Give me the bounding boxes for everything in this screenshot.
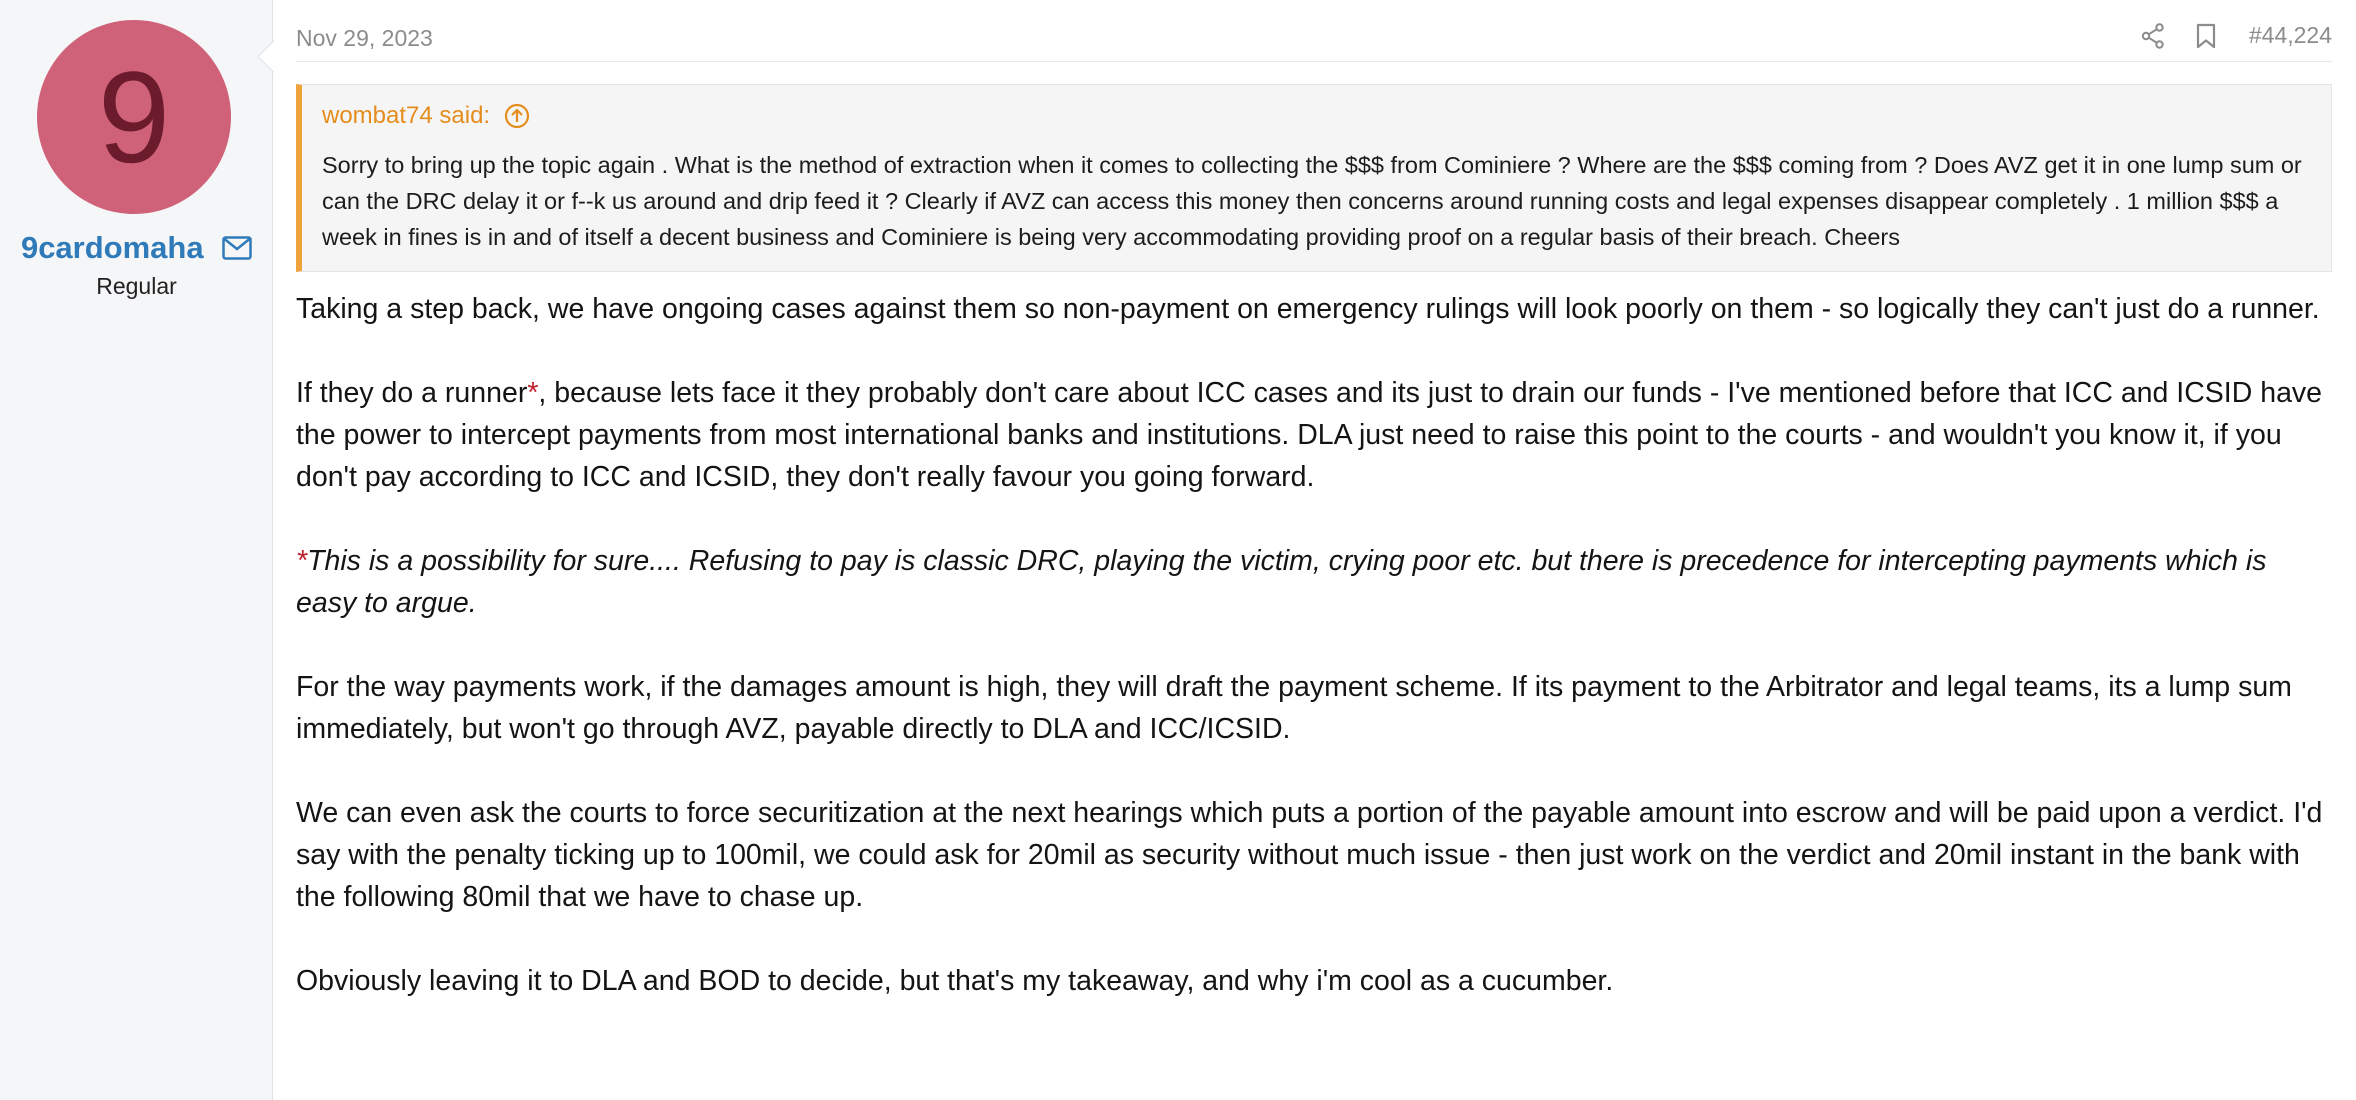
quote-attribution[interactable]: [322, 99, 2311, 133]
avatar[interactable]: [37, 20, 231, 214]
post-main: [296, 0, 2332, 1044]
username-link[interactable]: 9cardomaha: [20, 230, 204, 265]
asterisk: *: [296, 545, 308, 577]
footnote-text: This is a possibility for sure.... Refusing to pay is classic DRC, playing the victim, crying poor etc. but there is precedence for intercepting payments which is easy to argue.: [296, 545, 2267, 619]
user-sidebar: [0, 0, 273, 1100]
paragraph: We can even ask the courts to force securitization at the next hearings which puts a portion of the payable amount into escrow and will be paid upon a verdict. I'd say with the penalty ticking up to 100mil, we could ask for 20mil as security without much issue - then just work on the verdict and 20mil instant in the bank with the following 80mil that we have to chase up.: [296, 797, 2323, 913]
footnote-paragraph: [296, 540, 2332, 624]
user-title: Regular: [96, 273, 177, 299]
mail-icon[interactable]: [222, 236, 252, 260]
paragraph: Obviously leaving it to DLA and BOD to decide, but that's my takeaway, and why i'm cool as a cucumber.: [296, 965, 1614, 997]
paragraph-text: , because lets face it they probably don't care about ICC cases and its just to drain our funds - I've mentioned before that ICC and ICSID have the power to intercept payments from most international banks and institutions. DLA just need to raise this point to the courts - and wouldn't you know it, if you don't pay according to ICC and ICSID, they don't really favour you going forward.: [296, 377, 2323, 493]
post-number-link[interactable]: #44,224: [2248, 22, 2332, 48]
bookmark-icon[interactable]: [2195, 23, 2217, 49]
avatar-letter: 9: [97, 44, 171, 190]
quote-block: [296, 84, 2332, 272]
arrow-up-circle-icon[interactable]: [504, 103, 530, 129]
post-date[interactable]: Nov 29, 2023: [296, 25, 433, 51]
asterisk: *: [527, 377, 539, 409]
paragraph: Taking a step back, we have ongoing cases against them so non-payment on emergency rulings will look poorly on them - so logically they can't just do a runner.: [296, 293, 2320, 325]
post-header: [296, 0, 2332, 62]
share-icon[interactable]: [2141, 23, 2165, 49]
post-actions: [2141, 22, 2332, 49]
quote-text: Sorry to bring up the topic again . What is the method of extraction when it comes to collecting the $$$ from Cominiere ? Where are the $$$ coming from ? Does AVZ get it in one lump sum or can the DRC delay it or f--k us around and drip feed it ? Clearly if AVZ can access this money then concerns around running costs and legal expenses disappear completely . 1 million $$$ a week in fines is in and of itself a decent business and Cominiere is being very accommodating providing proof on a regular basis of their breach. Cheers: [322, 152, 2302, 250]
paragraph: For the way payments work, if the damages amount is high, they will draft the payment scheme. If its payment to the Arbitrator and legal teams, its a lump sum immediately, but won't go through AVZ, payable directly to DLA and ICC/ICSID.: [296, 671, 2292, 745]
post-body: [296, 288, 2332, 1002]
paragraph-text: If they do a runner: [296, 377, 528, 409]
paragraph: [296, 372, 2332, 498]
quote-author[interactable]: wombat74 said:: [322, 102, 491, 129]
username-row: [0, 230, 273, 266]
